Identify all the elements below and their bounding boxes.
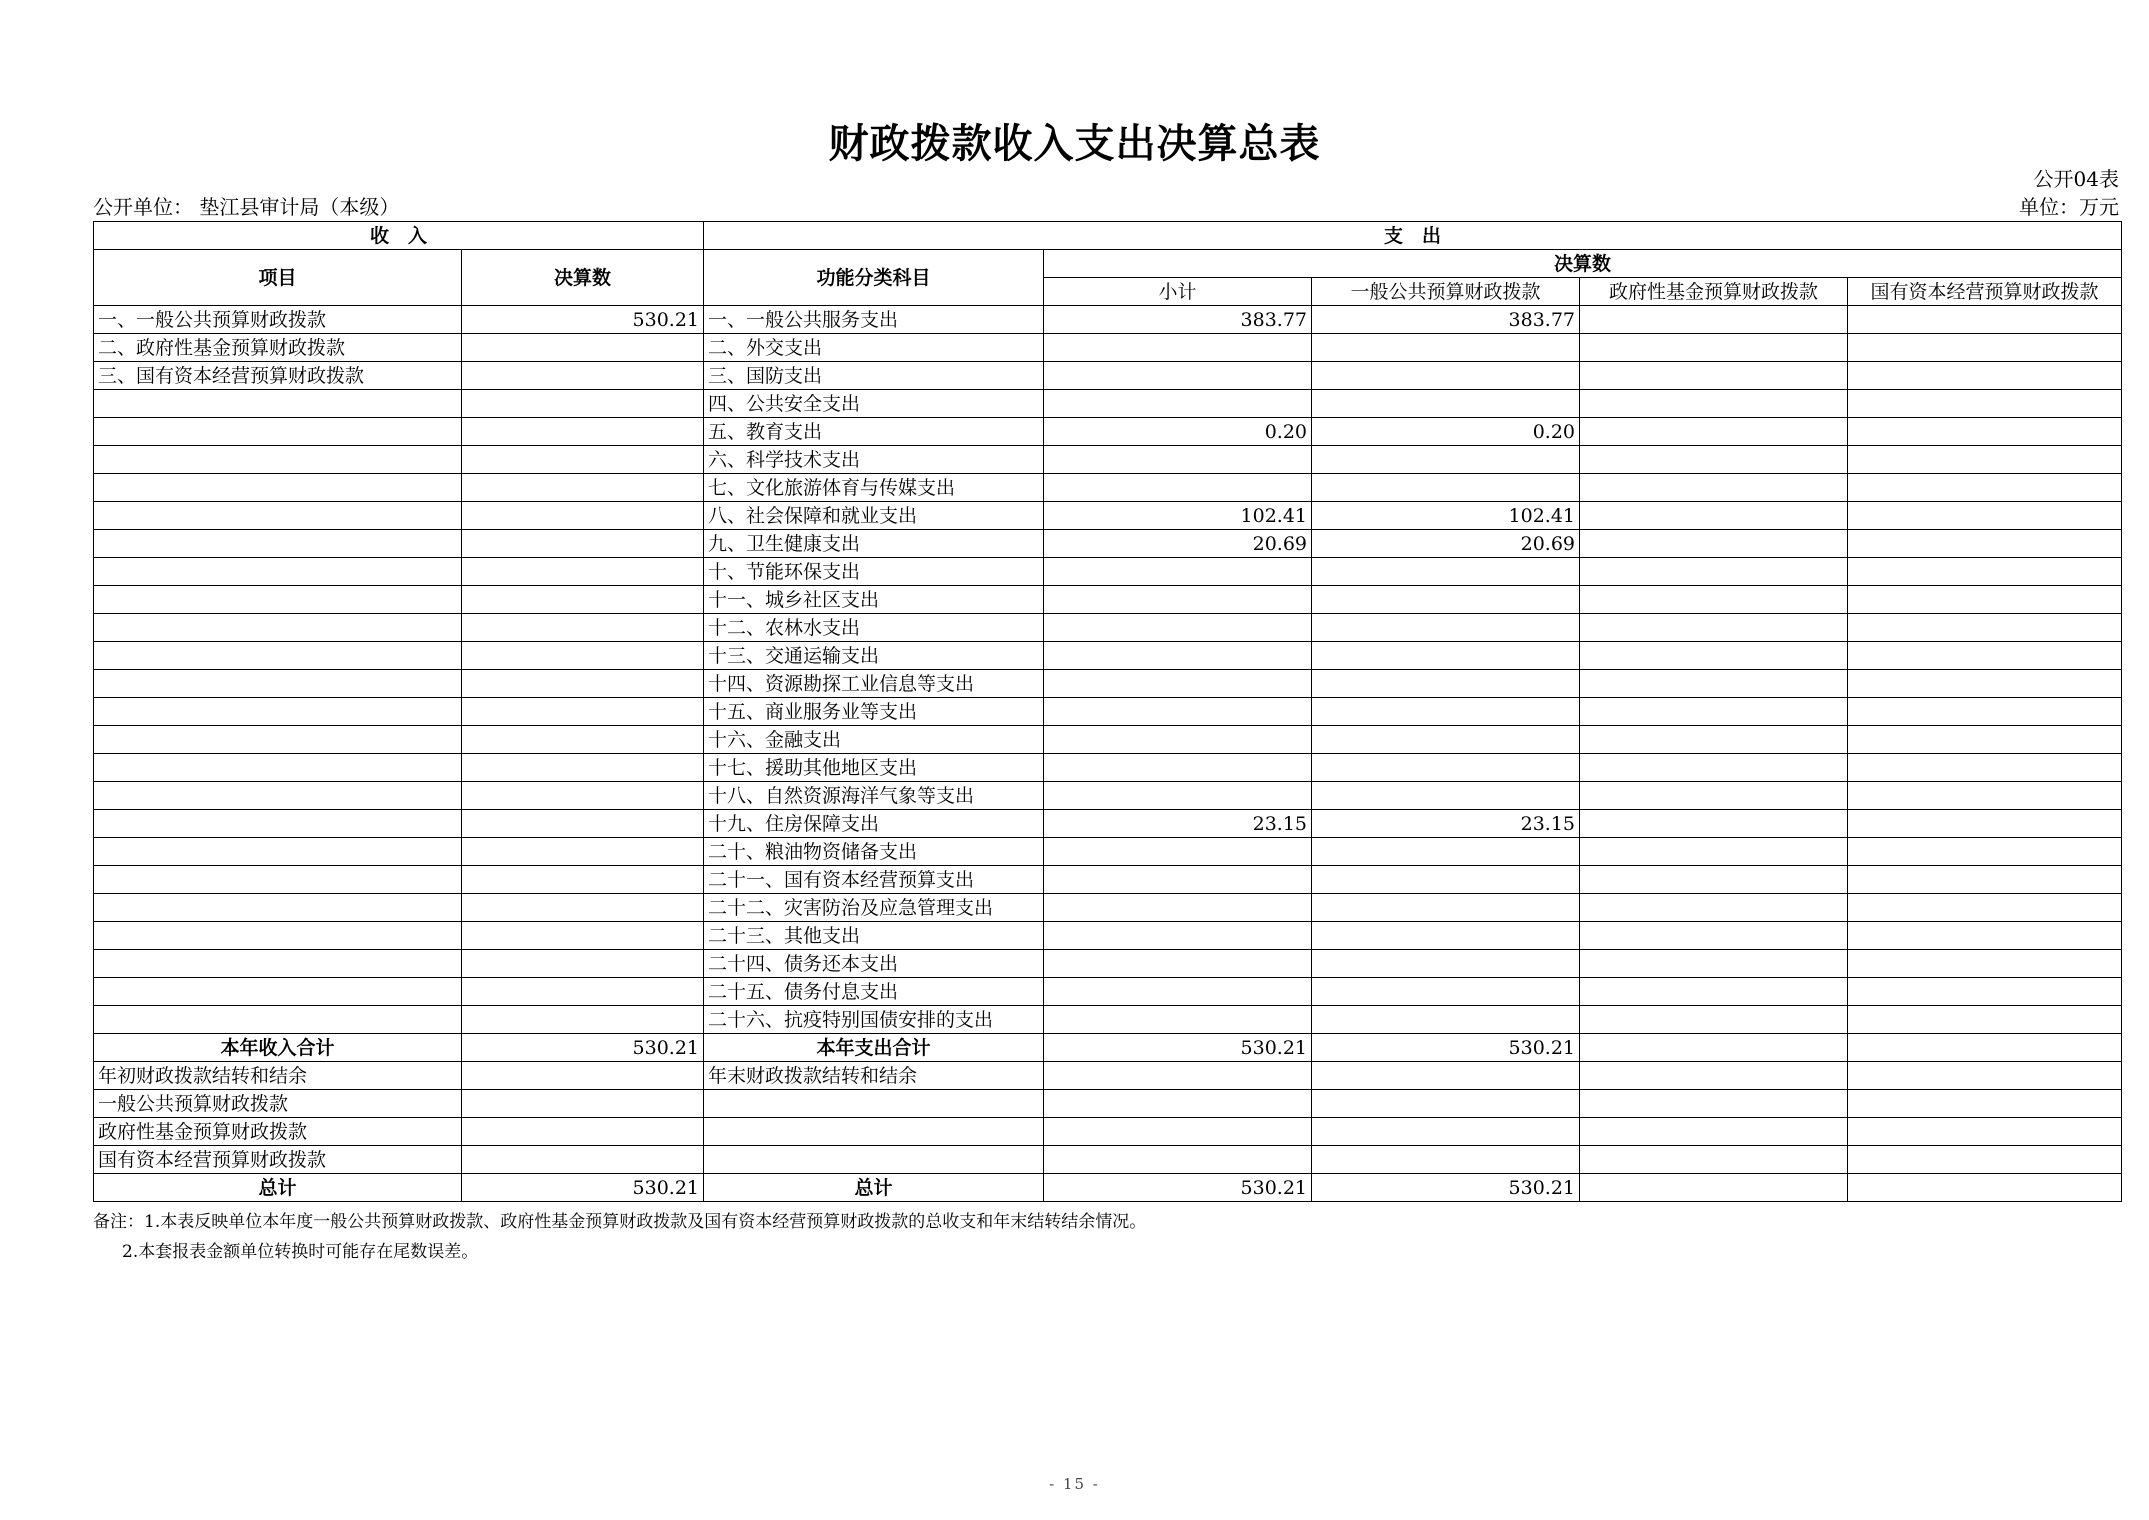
gov-fund-cell	[1580, 642, 1848, 670]
page-title: 财政拨款收入支出决算总表	[828, 120, 1321, 167]
table-row	[94, 418, 2122, 446]
state-capital-cell	[1848, 1062, 2122, 1090]
gov-fund-cell	[1580, 1146, 1848, 1174]
state-capital-cell	[1848, 418, 2122, 446]
gov-fund-cell	[1580, 726, 1848, 754]
expense-item: 十三、交通运输支出	[704, 642, 1044, 670]
notes	[93, 1207, 1146, 1267]
table-row	[94, 838, 2122, 866]
subtotal-cell	[1044, 474, 1312, 502]
subtotal-cell	[1044, 558, 1312, 586]
gov-fund-cell	[1580, 1034, 1848, 1062]
income-amount	[462, 362, 704, 390]
gov-fund-cell	[1580, 502, 1848, 530]
income-amount	[462, 390, 704, 418]
subtotal-cell: 23.15	[1044, 810, 1312, 838]
general-budget-cell: 23.15	[1312, 810, 1580, 838]
table-row	[94, 810, 2122, 838]
income-amount: 530.21	[462, 306, 704, 334]
expense-item	[704, 1146, 1044, 1174]
general-budget-cell: 20.69	[1312, 530, 1580, 558]
general-budget-cell	[1312, 390, 1580, 418]
expense-item: 七、文化旅游体育与传媒支出	[704, 474, 1044, 502]
state-capital-cell	[1848, 586, 2122, 614]
state-capital-cell	[1848, 530, 2122, 558]
income-item	[94, 390, 462, 418]
general-budget-cell	[1312, 782, 1580, 810]
subtotal-cell	[1044, 1090, 1312, 1118]
state-capital-cell	[1848, 1174, 2122, 1202]
income-amount	[462, 698, 704, 726]
subtotal-cell	[1044, 390, 1312, 418]
expense-item: 二十、粮油物资储备支出	[704, 838, 1044, 866]
income-item: 年初财政拨款结转和结余	[94, 1062, 462, 1090]
income-item: 一、一般公共预算财政拨款	[94, 306, 462, 334]
expense-item: 二十四、债务还本支出	[704, 950, 1044, 978]
state-capital-cell	[1848, 894, 2122, 922]
income-amount	[462, 558, 704, 586]
gov-fund-cell	[1580, 1174, 1848, 1202]
expense-item: 五、教育支出	[704, 418, 1044, 446]
header-row-columns	[94, 250, 2122, 278]
general-budget-cell	[1312, 950, 1580, 978]
income-amount	[462, 670, 704, 698]
table-row	[94, 978, 2122, 1006]
income-total-label: 本年收入合计	[94, 1034, 462, 1062]
general-budget-cell	[1312, 362, 1580, 390]
general-budget-cell	[1312, 614, 1580, 642]
general-budget-cell	[1312, 1062, 1580, 1090]
table-row	[94, 558, 2122, 586]
income-item	[94, 754, 462, 782]
state-capital-cell	[1848, 810, 2122, 838]
subtotal-cell	[1044, 362, 1312, 390]
subtotal-cell	[1044, 754, 1312, 782]
amount-header: 决算数	[462, 250, 704, 306]
general-budget-cell: 530.21	[1312, 1034, 1580, 1062]
table-row	[94, 866, 2122, 894]
gov-fund-cell	[1580, 838, 1848, 866]
state-capital-cell	[1848, 838, 2122, 866]
income-item	[94, 698, 462, 726]
gov-fund-cell	[1580, 866, 1848, 894]
income-item	[94, 950, 462, 978]
table-row	[94, 754, 2122, 782]
general-budget-cell	[1312, 1146, 1580, 1174]
income-amount	[462, 838, 704, 866]
expense-item	[704, 1118, 1044, 1146]
income-item	[94, 558, 462, 586]
state-capital-cell	[1848, 726, 2122, 754]
income-amount	[462, 334, 704, 362]
expense-item: 十六、金融支出	[704, 726, 1044, 754]
state-capital-cell	[1848, 558, 2122, 586]
income-item	[94, 894, 462, 922]
income-item	[94, 1006, 462, 1034]
income-total-label: 总计	[94, 1174, 462, 1202]
expense-item: 二十二、灾害防治及应急管理支出	[704, 894, 1044, 922]
general-budget-cell	[1312, 558, 1580, 586]
state-capital-cell	[1848, 1006, 2122, 1034]
subtotal-cell	[1044, 950, 1312, 978]
balance-row	[94, 1118, 2122, 1146]
general-budget-cell	[1312, 726, 1580, 754]
state-capital-cell	[1848, 362, 2122, 390]
general-budget-cell: 530.21	[1312, 1174, 1580, 1202]
expense-item: 年末财政拨款结转和结余	[704, 1062, 1044, 1090]
income-amount	[462, 754, 704, 782]
table-row	[94, 670, 2122, 698]
subtotal-cell: 383.77	[1044, 306, 1312, 334]
currency-unit: 单位：万元	[2019, 195, 2119, 219]
expense-item: 二十三、其他支出	[704, 922, 1044, 950]
income-total-amount: 530.21	[462, 1034, 704, 1062]
income-amount	[462, 810, 704, 838]
general-budget-cell	[1312, 838, 1580, 866]
general-budget-cell: 0.20	[1312, 418, 1580, 446]
income-item	[94, 726, 462, 754]
income-item	[94, 530, 462, 558]
page-number: - 15 -	[1049, 1475, 1100, 1493]
income-item	[94, 838, 462, 866]
gov-fund-header: 政府性基金预算财政拨款	[1580, 278, 1848, 306]
func-category-header: 功能分类科目	[704, 250, 1044, 306]
state-capital-cell	[1848, 1118, 2122, 1146]
income-item	[94, 810, 462, 838]
subtotal-cell	[1044, 334, 1312, 362]
table-row	[94, 726, 2122, 754]
table-row	[94, 474, 2122, 502]
general-budget-cell	[1312, 670, 1580, 698]
expense-total-label: 本年支出合计	[704, 1034, 1044, 1062]
expense-item: 十一、城乡社区支出	[704, 586, 1044, 614]
income-item: 国有资本经营预算财政拨款	[94, 1146, 462, 1174]
income-amount	[462, 894, 704, 922]
general-budget-cell	[1312, 1006, 1580, 1034]
table-row	[94, 446, 2122, 474]
subtotal-cell: 530.21	[1044, 1174, 1312, 1202]
expense-item: 八、社会保障和就业支出	[704, 502, 1044, 530]
subtotal-cell	[1044, 586, 1312, 614]
gov-fund-cell	[1580, 1118, 1848, 1146]
state-capital-cell	[1848, 390, 2122, 418]
balance-row	[94, 1146, 2122, 1174]
income-item	[94, 866, 462, 894]
expense-item: 十七、援助其他地区支出	[704, 754, 1044, 782]
expense-item: 十四、资源勘探工业信息等支出	[704, 670, 1044, 698]
subtotal-header: 小计	[1044, 278, 1312, 306]
expense-item: 三、国防支出	[704, 362, 1044, 390]
state-capital-cell	[1848, 754, 2122, 782]
income-item	[94, 922, 462, 950]
expense-header: 支 出	[704, 222, 2122, 250]
balance-row	[94, 1090, 2122, 1118]
gov-fund-cell	[1580, 754, 1848, 782]
income-item: 三、国有资本经营预算财政拨款	[94, 362, 462, 390]
gov-fund-cell	[1580, 474, 1848, 502]
income-amount	[462, 1006, 704, 1034]
general-budget-cell	[1312, 866, 1580, 894]
income-amount	[462, 1090, 704, 1118]
state-capital-cell	[1848, 866, 2122, 894]
subtotal-cell: 20.69	[1044, 530, 1312, 558]
income-item	[94, 614, 462, 642]
note-1: 备注：1.本表反映单位本年度一般公共预算财政拨款、政府性基金预算财政拨款及国有资本经营预算财政拨款的总收支和年末结转结余情况。	[93, 1212, 1147, 1232]
expense-item: 二十五、债务付息支出	[704, 978, 1044, 1006]
state-capital-cell	[1848, 922, 2122, 950]
income-amount	[462, 530, 704, 558]
expense-item: 十八、自然资源海洋气象等支出	[704, 782, 1044, 810]
gov-fund-cell	[1580, 334, 1848, 362]
income-item: 二、政府性基金预算财政拨款	[94, 334, 462, 362]
state-capital-cell	[1848, 698, 2122, 726]
expense-item: 二十六、抗疫特别国债安排的支出	[704, 1006, 1044, 1034]
table-row	[94, 502, 2122, 530]
expense-item: 四、公共安全支出	[704, 390, 1044, 418]
amount-group-header: 决算数	[1044, 250, 2122, 278]
subtotal-cell	[1044, 1062, 1312, 1090]
income-total-amount: 530.21	[462, 1174, 704, 1202]
income-amount	[462, 950, 704, 978]
gov-fund-cell	[1580, 782, 1848, 810]
general-budget-cell	[1312, 642, 1580, 670]
table-row	[94, 642, 2122, 670]
table-row	[94, 306, 2122, 334]
income-item	[94, 978, 462, 1006]
subtotal-cell: 102.41	[1044, 502, 1312, 530]
income-amount	[462, 614, 704, 642]
subtotal-cell	[1044, 446, 1312, 474]
table-row	[94, 334, 2122, 362]
table-row	[94, 1006, 2122, 1034]
expense-item: 十、节能环保支出	[704, 558, 1044, 586]
table-row	[94, 586, 2122, 614]
income-amount	[462, 502, 704, 530]
year-total-row	[94, 1034, 2122, 1062]
gov-fund-cell	[1580, 530, 1848, 558]
general-budget-cell	[1312, 894, 1580, 922]
state-capital-cell	[1848, 1034, 2122, 1062]
subtotal-cell: 530.21	[1044, 1034, 1312, 1062]
state-capital-cell	[1848, 1090, 2122, 1118]
general-budget-cell	[1312, 1118, 1580, 1146]
income-item	[94, 670, 462, 698]
state-capital-cell	[1848, 642, 2122, 670]
subtotal-cell	[1044, 1006, 1312, 1034]
expense-item: 十九、住房保障支出	[704, 810, 1044, 838]
income-amount	[462, 642, 704, 670]
subtotal-cell	[1044, 894, 1312, 922]
subtotal-cell	[1044, 670, 1312, 698]
state-capital-header: 国有资本经营预算财政拨款	[1848, 278, 2122, 306]
income-amount	[462, 922, 704, 950]
state-capital-cell	[1848, 978, 2122, 1006]
income-item	[94, 586, 462, 614]
state-capital-cell	[1848, 334, 2122, 362]
state-capital-cell	[1848, 1146, 2122, 1174]
general-budget-cell	[1312, 474, 1580, 502]
income-item	[94, 474, 462, 502]
income-amount	[462, 978, 704, 1006]
subtotal-cell	[1044, 642, 1312, 670]
subtotal-cell	[1044, 978, 1312, 1006]
income-amount	[462, 782, 704, 810]
state-capital-cell	[1848, 306, 2122, 334]
income-item	[94, 446, 462, 474]
general-budget-cell	[1312, 586, 1580, 614]
subtotal-cell	[1044, 1146, 1312, 1174]
expense-item: 六、科学技术支出	[704, 446, 1044, 474]
general-budget-cell	[1312, 334, 1580, 362]
subtotal-cell	[1044, 922, 1312, 950]
gov-fund-cell	[1580, 362, 1848, 390]
subtotal-cell	[1044, 1118, 1312, 1146]
table-row	[94, 782, 2122, 810]
income-item: 一般公共预算财政拨款	[94, 1090, 462, 1118]
expense-item: 二、外交支出	[704, 334, 1044, 362]
gov-fund-cell	[1580, 894, 1848, 922]
income-amount	[462, 866, 704, 894]
general-budget-cell	[1312, 978, 1580, 1006]
table-row	[94, 950, 2122, 978]
income-amount	[462, 418, 704, 446]
income-amount	[462, 1146, 704, 1174]
table-row	[94, 894, 2122, 922]
income-item: 政府性基金预算财政拨款	[94, 1118, 462, 1146]
gov-fund-cell	[1580, 670, 1848, 698]
form-number: 公开04表	[2033, 167, 2119, 191]
gov-fund-cell	[1580, 306, 1848, 334]
income-amount	[462, 1118, 704, 1146]
income-header: 收 入	[94, 222, 704, 250]
expense-item: 一、一般公共服务支出	[704, 306, 1044, 334]
table-row	[94, 698, 2122, 726]
budget-table	[93, 221, 2122, 1202]
general-budget-cell	[1312, 754, 1580, 782]
state-capital-cell	[1848, 614, 2122, 642]
table-row	[94, 362, 2122, 390]
general-budget-header: 一般公共预算财政拨款	[1312, 278, 1580, 306]
income-amount	[462, 1062, 704, 1090]
expense-total-label: 总计	[704, 1174, 1044, 1202]
gov-fund-cell	[1580, 446, 1848, 474]
grand-total-row	[94, 1174, 2122, 1202]
expense-item: 十二、农林水支出	[704, 614, 1044, 642]
income-item	[94, 642, 462, 670]
table-row	[94, 614, 2122, 642]
income-item	[94, 782, 462, 810]
state-capital-cell	[1848, 950, 2122, 978]
state-capital-cell	[1848, 502, 2122, 530]
general-budget-cell: 102.41	[1312, 502, 1580, 530]
subtotal-cell	[1044, 726, 1312, 754]
state-capital-cell	[1848, 670, 2122, 698]
note-2: 2.本套报表金额单位转换时可能存在尾数误差。	[122, 1242, 479, 1262]
general-budget-cell	[1312, 922, 1580, 950]
reporting-unit: 公开单位： 垫江县审计局（本级）	[93, 195, 400, 219]
gov-fund-cell	[1580, 950, 1848, 978]
subtotal-cell	[1044, 782, 1312, 810]
income-amount	[462, 586, 704, 614]
table-row	[94, 530, 2122, 558]
subtotal-cell	[1044, 866, 1312, 894]
subtotal-cell	[1044, 614, 1312, 642]
gov-fund-cell	[1580, 810, 1848, 838]
table-row	[94, 390, 2122, 418]
expense-item: 二十一、国有资本经营预算支出	[704, 866, 1044, 894]
gov-fund-cell	[1580, 1062, 1848, 1090]
gov-fund-cell	[1580, 698, 1848, 726]
income-amount	[462, 474, 704, 502]
gov-fund-cell	[1580, 978, 1848, 1006]
gov-fund-cell	[1580, 1090, 1848, 1118]
gov-fund-cell	[1580, 614, 1848, 642]
general-budget-cell: 383.77	[1312, 306, 1580, 334]
general-budget-cell	[1312, 1090, 1580, 1118]
income-item	[94, 502, 462, 530]
state-capital-cell	[1848, 446, 2122, 474]
balance-row	[94, 1062, 2122, 1090]
gov-fund-cell	[1580, 922, 1848, 950]
expense-item: 九、卫生健康支出	[704, 530, 1044, 558]
subtotal-cell	[1044, 838, 1312, 866]
state-capital-cell	[1848, 782, 2122, 810]
gov-fund-cell	[1580, 586, 1848, 614]
item-header: 项目	[94, 250, 462, 306]
general-budget-cell	[1312, 446, 1580, 474]
subtotal-cell: 0.20	[1044, 418, 1312, 446]
subtotal-cell	[1044, 698, 1312, 726]
gov-fund-cell	[1580, 418, 1848, 446]
gov-fund-cell	[1580, 390, 1848, 418]
expense-item	[704, 1090, 1044, 1118]
income-item	[94, 418, 462, 446]
gov-fund-cell	[1580, 558, 1848, 586]
general-budget-cell	[1312, 698, 1580, 726]
gov-fund-cell	[1580, 1006, 1848, 1034]
income-amount	[462, 726, 704, 754]
header-row-sections	[94, 222, 2122, 250]
expense-item: 十五、商业服务业等支出	[704, 698, 1044, 726]
income-amount	[462, 446, 704, 474]
table-row	[94, 922, 2122, 950]
state-capital-cell	[1848, 474, 2122, 502]
